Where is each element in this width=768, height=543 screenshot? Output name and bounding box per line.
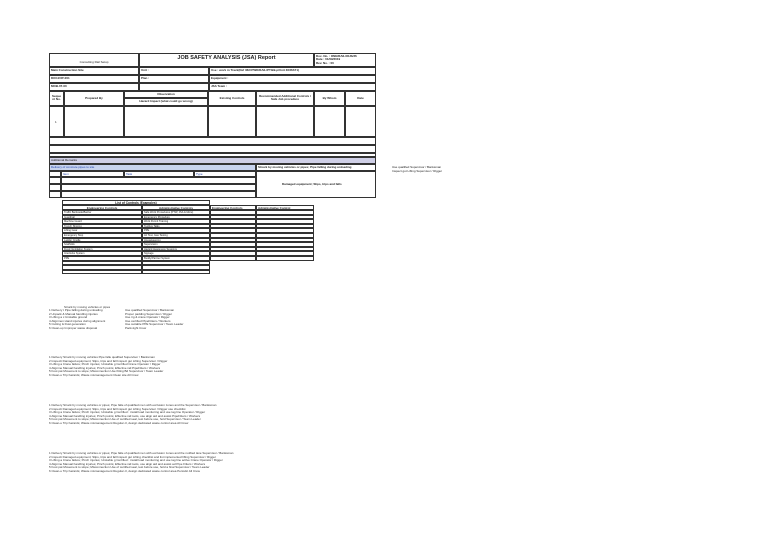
info-mid-2: Plan : bbox=[139, 75, 209, 83]
sub-row-2 bbox=[49, 184, 61, 191]
controls-cell: Traffic Barricade/Barrier bbox=[62, 210, 142, 215]
controls-cell: Safe Work Procedures (PTW, JSA & More) bbox=[142, 210, 210, 215]
empty-row-2 bbox=[49, 145, 376, 153]
controls-cell: Toolbox Talks bbox=[142, 224, 210, 229]
page-title: JOB SAFETY ANALYSIS (JSA) Report bbox=[177, 55, 276, 61]
controls-cell: Signage bbox=[142, 251, 210, 256]
controls-head-1: Engineering Controls bbox=[62, 205, 142, 210]
row-date-cell bbox=[345, 106, 376, 137]
controls-cell: Air Test, Gas Testing bbox=[142, 233, 210, 238]
col-prepared-head: Prepared By bbox=[64, 91, 124, 106]
info-right-1: Use : work in Track(Ref 36/CPWD/RAIL/PT/Bk.p/Unit 36/ISS71) bbox=[209, 67, 376, 75]
lower-block-4: 1 Delivery Struck by moving vehicles or pipes; Pipe falle of qualified men with exclusion zones and the notified lane Supervisor / Banksman 2 Inspecti Damaged equipment; Slips, trips and fall Inspect gut Lifting checklist and list implemented lifting Supervisor / Rigger 3 Lifting a Crane failure; Pinch injuries; Unstable g Certified : install load monitoring and use tag line active Crane Operator / Rigger 4 Alignme Manual handling injuries; Pinch points; Effective rail tools, use align aid and assist ad Pipe Fitters / Workers 5 Foot pat Movement to slope; Misconnection Use of certified seal, test before use, hold a final Supervisor / Team Leader 6 Clean-u Trip hazards; Waste mismanagement Regular cl, design dedicated waste control area Periodic All Crew bbox=[49, 451, 234, 473]
doc-meta-cell bbox=[314, 53, 376, 67]
row-hazard-cell bbox=[124, 106, 208, 137]
controls-cell: Hazard Awareness Sessions bbox=[142, 247, 210, 252]
company-name: Consulting Rail Setup bbox=[79, 60, 109, 64]
controls-cell: Lifting Gear bbox=[62, 228, 142, 233]
lower-block-3: 1 Delivery Struck by moving vehicles or pipes; Pipe falle of qualified men with exclusion zones and the Supervisor / Banksman 2 Inspecti Damaged equipment; Slips, trips and fall Inspect gut Lifting Supervisor / Rigger use checklist 3 Lifting a Crane failure; Pinch injuries; Unstable g Certified : install load monitoring and use tag line Operator / Rigger 4 Alignme Manual handling injuries; Pinch points; Effective rail tools, use align aid and assist PipeFitters / Workers 5 Foot pat Movement to slope; Misconnection Use of certified seal, test before use, hold Supervisor / Team Leader 6 Clean-u Trip hazards; Waste mismanagement Regular cl, design dedicated waste control area All Crew bbox=[49, 403, 217, 425]
controls-head-4: Administrative Control bbox=[256, 205, 314, 210]
delivery-band: Delivery of concrete pipes to site bbox=[49, 164, 256, 171]
sub-col3-head: Type bbox=[194, 171, 256, 177]
row-recommended-cell bbox=[256, 106, 314, 137]
info-mid-1: Unit : bbox=[139, 67, 209, 75]
controls-cell bbox=[256, 256, 314, 261]
controls-title: List of Controls (Examples) bbox=[62, 200, 210, 205]
col-observation-head: Observation bbox=[124, 91, 208, 98]
damaged-cell: Damaged equipment; Slips, trips and falls bbox=[256, 171, 376, 198]
sub-row-3 bbox=[49, 191, 61, 198]
lower-block-2: 1 Delivery Struck by moving vehicles Pipe falle qualified Supervisor / Banksman 2 Inspecti Damaged equipment; Slips, trips and fall Inspect gut Lifting Supervisor / Rigger 3 Lifting a Crane failure; Pinch injuries; Unstable g Certified Crane Operator / Rigger 4 Alignme Manual handling injuries; Pinch points; Effective rail PipeFitters / Workers 5 Foot pat Movement to slope; Misconnection Use fitting Bd Supervisor / Team Leader 6 Clean-u Trip hazards; Waste mismanagement Clean site All Crew bbox=[49, 355, 168, 377]
controls-cell: Fixed Ventilation System bbox=[62, 247, 142, 252]
controls-cell: Machine Guard bbox=[62, 219, 142, 224]
controls-cell: Emergency Procedure bbox=[142, 215, 210, 220]
sub-row-1 bbox=[49, 177, 61, 184]
block1-right: Use qualified Supervisor / Banksman Proper padding Supervisor / Rigger Use rig & crane Operator / Rigger Use certified PipeFitters / Workers Use suitable PPE Supervisor / Team Leader Pack-tight Crew bbox=[125, 308, 184, 330]
controls-cell: Ladder Cradle bbox=[62, 238, 142, 243]
col-hazard-head: Hazard Impact (what could go wrong) bbox=[124, 98, 208, 106]
controls-head-2: Administrative Controls bbox=[142, 205, 210, 210]
block1-left: 1 Delivery t Pipe falling during unloading 2 Unpack & Manual handling injuries 3 Lifting a c Unstable ground 4 Alignmen Hand injuries during alignment 5 Cutting & Dust generation 6 Clean-up Improper waste disposal bbox=[49, 308, 106, 330]
row-bywhom-cell bbox=[314, 106, 345, 137]
controls-cell: Interlocks System bbox=[62, 251, 142, 256]
controls-cell bbox=[62, 270, 142, 275]
company-cell bbox=[49, 53, 139, 67]
info-mid-3 bbox=[139, 83, 209, 91]
sub-col2-head: Task bbox=[124, 171, 194, 177]
remarks-band: Additional Remarks bbox=[49, 157, 376, 164]
col-recommended-head: Recommended Additional Controls / Safe Job procedure bbox=[256, 91, 314, 106]
controls-head-3: Engineering Controls bbox=[210, 205, 256, 210]
row-prepared-cell bbox=[64, 106, 124, 137]
controls-cell: Housekeeping bbox=[142, 238, 210, 243]
controls-cell: Emergency Stop bbox=[62, 233, 142, 238]
controls-cell: Scaffolds bbox=[62, 242, 142, 247]
controls-cell: Buddy/Partner System bbox=[142, 256, 210, 261]
doc-date: Date : 01/09/2019 bbox=[316, 57, 341, 62]
empty-row-1 bbox=[49, 137, 376, 145]
sub-row-2-body bbox=[61, 184, 256, 191]
info-left-1: Main Construction Site bbox=[49, 67, 139, 75]
sub-row-3-body bbox=[61, 191, 256, 198]
side-note: Use qualified Supervisor / Banksman Inspect gut Lifting Supervisor / Rigger bbox=[392, 165, 443, 173]
controls-cell: Guardrail bbox=[62, 215, 142, 220]
controls-cell: Trench Shoring bbox=[62, 224, 142, 229]
hazard-summary-cell: Struck by moving vehicles or pipes; Pipe falling during unloading bbox=[256, 164, 376, 171]
info-right-2: Equipment : bbox=[209, 75, 376, 83]
col-bywhom-head: By Whom bbox=[314, 91, 345, 106]
controls-cell: PPE bbox=[142, 228, 210, 233]
col-existing-head: Existing Controls bbox=[208, 91, 256, 106]
col-date-head: Date bbox=[345, 91, 376, 106]
controls-cell: PPE bbox=[62, 256, 142, 261]
controls-cell: Supervision bbox=[142, 242, 210, 247]
controls-cell: Work Permit Training bbox=[142, 219, 210, 224]
row-step-cell bbox=[49, 106, 64, 137]
info-left-2: DOCJOP-001 bbox=[49, 75, 139, 83]
doc-revision: Rev. No. : 00 bbox=[316, 60, 334, 65]
row-marker: 1 bbox=[55, 120, 57, 124]
controls-cell bbox=[210, 256, 256, 261]
row-existing-cell bbox=[208, 106, 256, 137]
block1-overlap: Struck by moving vehicles or pipes bbox=[64, 305, 111, 309]
controls-cell bbox=[142, 270, 210, 275]
title-cell bbox=[139, 53, 314, 67]
sub-row-1-body bbox=[61, 177, 256, 184]
col-step-head: Seque nt No. bbox=[49, 91, 64, 106]
info-right-3: JSA Team : bbox=[209, 83, 376, 91]
info-left-3: MOB-07-00 bbox=[49, 83, 139, 91]
sub-col1-head: Item bbox=[61, 171, 124, 177]
doc-number: Doc. No. : ONE/RAIL/OHS/36 bbox=[316, 53, 357, 58]
